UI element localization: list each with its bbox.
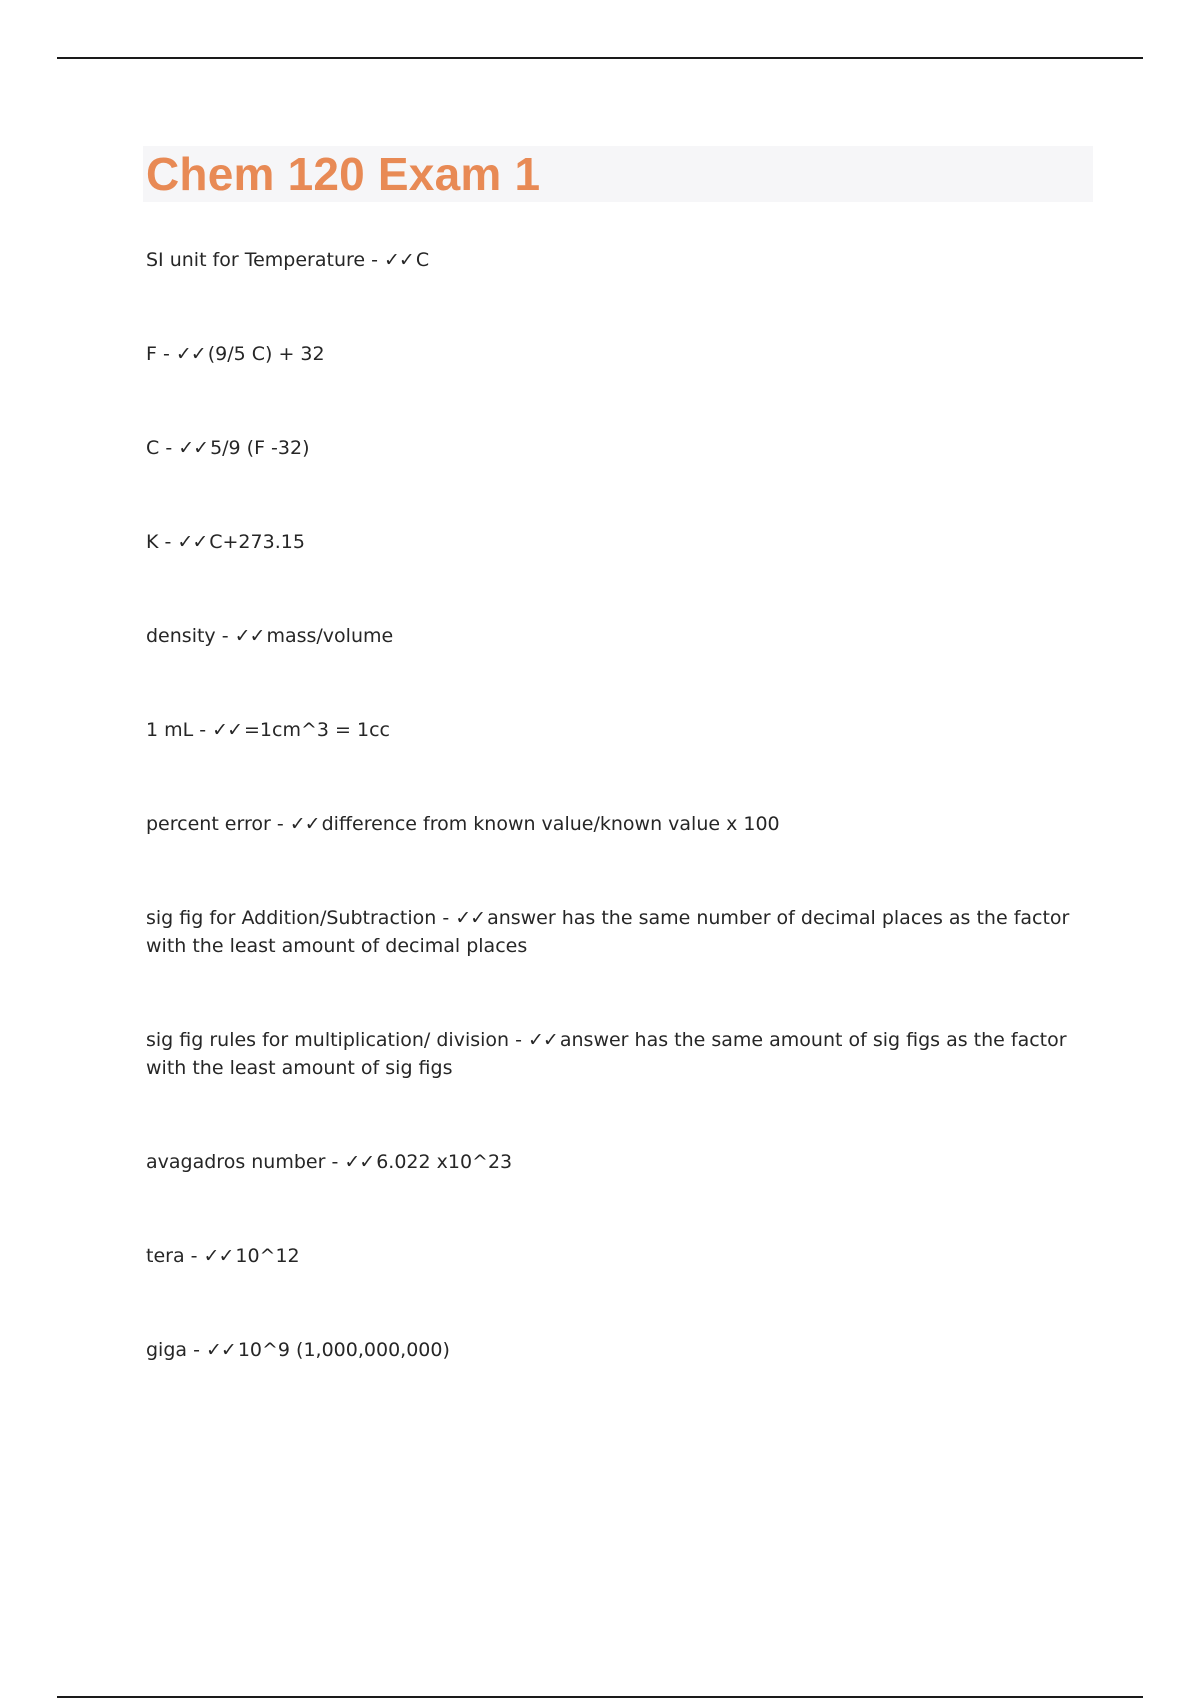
card-definition: answer has the same amount of sig figs as the factor with the least amount of sig figs [146,1029,1067,1079]
card-term: sig fig rules for multiplication/ division [146,1029,510,1051]
flashcard [146,1242,1076,1270]
card-separator: - [193,719,213,741]
card-term: F [146,343,157,365]
card-separator: - [365,249,385,271]
card-separator: - [187,1339,206,1361]
flashcard [146,716,1076,744]
flashcard [146,810,1076,838]
card-definition: 10^12 [235,1245,300,1267]
flashcard [146,1336,1076,1364]
flashcard [146,340,1076,368]
card-definition: (9/5 C) + 32 [207,343,325,365]
card-term: C [146,437,160,459]
double-check-icon: ✓✓ [175,343,206,365]
card-separator: - [159,437,179,459]
page-title: Chem 120 Exam 1 [146,148,541,200]
flashcard [146,1148,1076,1176]
double-check-icon: ✓✓ [205,1339,236,1361]
card-separator: - [509,1029,529,1051]
double-check-icon: ✓✓ [234,625,265,647]
card-separator: - [156,343,176,365]
double-check-icon: ✓✓ [178,437,209,459]
card-term: avagadros number [146,1151,326,1173]
card-term: K [146,531,159,553]
double-check-icon: ✓✓ [455,907,486,929]
bottom-rule [57,1696,1143,1698]
card-definition: 5/9 (F -32) [210,437,310,459]
card-definition: difference from known value/known value x 100 [321,813,780,835]
card-term: giga [146,1339,188,1361]
flashcard [146,622,1076,650]
flashcard-list [146,246,1076,1430]
flashcard [146,904,1076,960]
flashcard [146,1026,1076,1082]
card-separator: - [215,625,235,647]
double-check-icon: ✓✓ [289,813,320,835]
double-check-icon: ✓✓ [203,1245,234,1267]
card-definition: mass/volume [266,625,394,647]
flashcard [146,434,1076,462]
double-check-icon: ✓✓ [384,249,414,271]
double-check-icon: ✓✓ [528,1029,558,1051]
card-separator: - [184,1245,204,1267]
card-term: SI unit for Temperature [146,249,366,271]
card-definition: 6.022 x10^23 [376,1151,513,1173]
card-term: sig fig for Addition/Subtraction [146,907,437,929]
double-check-icon: ✓✓ [177,531,208,553]
double-check-icon: ✓✓ [212,719,243,741]
card-term: 1 mL [146,719,194,741]
flashcard [146,528,1076,556]
double-check-icon: ✓✓ [344,1151,375,1173]
card-separator: - [436,907,456,929]
card-separator: - [325,1151,345,1173]
card-definition: 10^9 (1,000,000,000) [237,1339,450,1361]
top-rule [57,57,1143,59]
card-definition: =1cm^3 = 1cc [244,719,390,741]
card-definition: C+273.15 [209,531,305,553]
flashcard [146,246,1076,274]
card-separator: - [158,531,178,553]
card-term: tera [146,1245,185,1267]
card-definition: C [415,249,430,271]
card-separator: - [270,813,290,835]
card-definition: answer has the same number of decimal places as the factor with the least amount of decimal places [146,907,1070,957]
card-term: percent error [146,813,271,835]
card-term: density [146,625,216,647]
